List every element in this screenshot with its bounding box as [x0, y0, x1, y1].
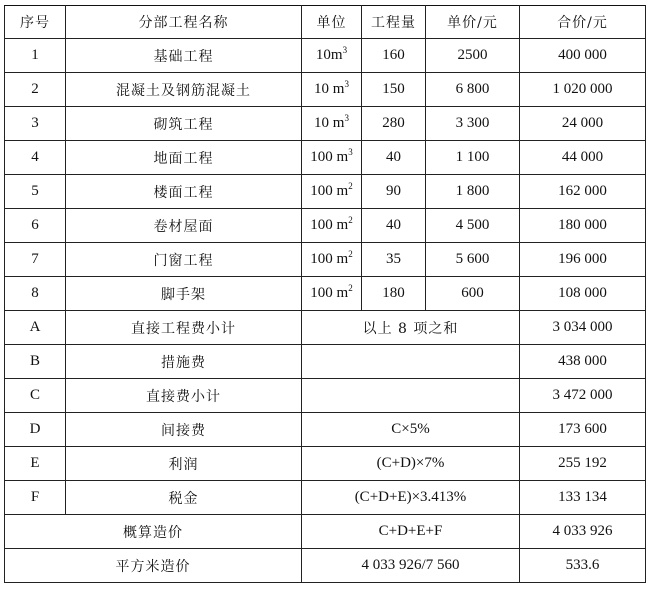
row-formula [302, 345, 520, 379]
row-name: 措施费 [66, 345, 302, 379]
unit-exponent: 3 [344, 113, 349, 123]
row-total: 400 000 [520, 39, 646, 73]
subtotal-row [5, 379, 646, 413]
unit-exponent: 2 [348, 249, 353, 259]
table-row [5, 209, 646, 243]
row-seq: 8 [5, 277, 66, 311]
table-row [5, 141, 646, 175]
row-formula: 以上 8 项之和 [302, 311, 520, 345]
row-name: 地面工程 [66, 141, 302, 175]
row-unit [302, 39, 362, 73]
subtotal-row [5, 311, 646, 345]
unit-exponent: 2 [348, 181, 353, 191]
row-name: 砌筑工程 [66, 107, 302, 141]
row-total: 44 000 [520, 141, 646, 175]
row-total: 108 000 [520, 277, 646, 311]
row-seq: 7 [5, 243, 66, 277]
row-seq: A [5, 311, 66, 345]
table-row [5, 107, 646, 141]
unit-exponent: 3 [342, 45, 348, 55]
row-unit [302, 175, 362, 209]
row-qty: 180 [362, 277, 426, 311]
row-seq: E [5, 447, 66, 481]
row-qty: 90 [362, 175, 426, 209]
row-formula: (C+D+E)×3.413% [302, 481, 520, 515]
row-qty: 280 [362, 107, 426, 141]
row-unit [302, 243, 362, 277]
row-price: 2500 [426, 39, 520, 73]
row-seq: 3 [5, 107, 66, 141]
summary-row [5, 515, 646, 549]
summary-total: 533.6 [520, 549, 646, 583]
summary-name: 概算造价 [5, 515, 302, 549]
row-price: 4 500 [426, 209, 520, 243]
row-seq: F [5, 481, 66, 515]
row-total: 180 000 [520, 209, 646, 243]
unit-base: 100 m [310, 251, 349, 267]
row-price: 1 800 [426, 175, 520, 209]
header-seq: 序号 [5, 6, 66, 39]
row-total: 3 034 000 [520, 311, 646, 345]
row-unit [302, 209, 362, 243]
header-name: 分部工程名称 [66, 6, 302, 39]
subtotal-row [5, 481, 646, 515]
row-name: 间接费 [66, 413, 302, 447]
table-row [5, 243, 646, 277]
row-formula: C×5% [302, 413, 520, 447]
row-seq: 2 [5, 73, 66, 107]
row-name: 脚手架 [66, 277, 302, 311]
row-total: 162 000 [520, 175, 646, 209]
row-unit [302, 107, 362, 141]
unit-exponent: 3 [344, 79, 349, 89]
row-qty: 40 [362, 141, 426, 175]
budget-estimate-table [4, 5, 646, 583]
row-unit [302, 73, 362, 107]
row-name: 基础工程 [66, 39, 302, 73]
unit-base: 10m [315, 47, 343, 63]
row-price: 6 800 [426, 73, 520, 107]
row-name: 楼面工程 [66, 175, 302, 209]
row-price: 1 100 [426, 141, 520, 175]
row-unit [302, 277, 362, 311]
row-qty: 150 [362, 73, 426, 107]
header-unit: 单位 [302, 6, 362, 39]
subtotal-row [5, 447, 646, 481]
row-name: 利润 [66, 447, 302, 481]
unit-base: 100 m [310, 285, 349, 301]
unit-exponent: 2 [348, 283, 353, 293]
table-row [5, 39, 646, 73]
row-total: 133 134 [520, 481, 646, 515]
row-total: 24 000 [520, 107, 646, 141]
row-total: 173 600 [520, 413, 646, 447]
row-total: 1 020 000 [520, 73, 646, 107]
row-seq: 6 [5, 209, 66, 243]
unit-base: 100 m [310, 149, 349, 165]
row-name: 混凝土及钢筋混凝土 [66, 73, 302, 107]
header-qty: 工程量 [362, 6, 426, 39]
row-unit [302, 141, 362, 175]
header-total: 合价/元 [520, 6, 646, 39]
row-price: 5 600 [426, 243, 520, 277]
table-header-row [5, 6, 646, 39]
row-name: 直接费小计 [66, 379, 302, 413]
unit-base: 100 m [310, 217, 349, 233]
row-seq: 4 [5, 141, 66, 175]
row-qty: 40 [362, 209, 426, 243]
summary-total: 4 033 926 [520, 515, 646, 549]
row-seq: C [5, 379, 66, 413]
row-total: 438 000 [520, 345, 646, 379]
table-row [5, 277, 646, 311]
row-price: 3 300 [426, 107, 520, 141]
row-seq: 1 [5, 39, 66, 73]
subtotal-row [5, 345, 646, 379]
summary-formula: 4 033 926/7 560 [302, 549, 520, 583]
table-row [5, 73, 646, 107]
summary-name: 平方米造价 [5, 549, 302, 583]
row-name: 门窗工程 [66, 243, 302, 277]
summary-row [5, 549, 646, 583]
row-total: 255 192 [520, 447, 646, 481]
unit-base: 10 m [314, 81, 345, 97]
row-qty: 160 [362, 39, 426, 73]
unit-exponent: 2 [348, 215, 353, 225]
row-total: 3 472 000 [520, 379, 646, 413]
row-name: 直接工程费小计 [66, 311, 302, 345]
unit-base: 10 m [314, 115, 345, 131]
row-seq: 5 [5, 175, 66, 209]
table-row [5, 175, 646, 209]
row-qty: 35 [362, 243, 426, 277]
row-formula [302, 379, 520, 413]
unit-base: 100 m [310, 183, 349, 199]
unit-exponent: 3 [348, 147, 353, 157]
subtotal-row [5, 413, 646, 447]
row-seq: B [5, 345, 66, 379]
row-formula: (C+D)×7% [302, 447, 520, 481]
row-name: 税金 [66, 481, 302, 515]
header-price: 单价/元 [426, 6, 520, 39]
row-name: 卷材屋面 [66, 209, 302, 243]
row-seq: D [5, 413, 66, 447]
summary-formula: C+D+E+F [302, 515, 520, 549]
row-price: 600 [426, 277, 520, 311]
row-total: 196 000 [520, 243, 646, 277]
